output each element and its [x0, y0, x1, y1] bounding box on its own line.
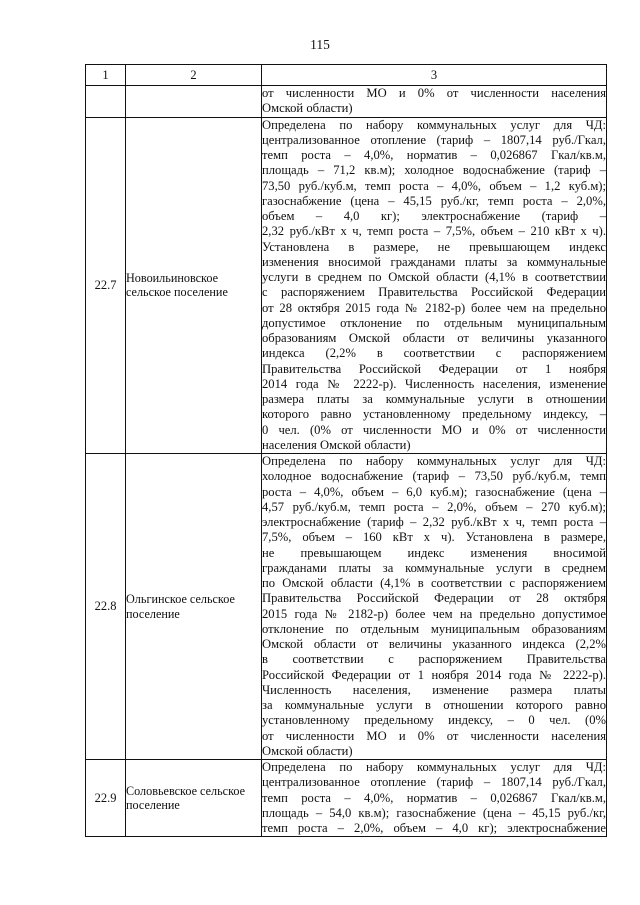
description-line: от численности МО и 0% от численности населения [262, 86, 606, 100]
description-line: централизованное отопление (тариф – 1807,14 руб./Гкал, [262, 132, 606, 147]
description-line: от 28 октября 2015 года № 2182-р) более чем на предельно [262, 300, 606, 315]
description-line: Российской Федерации от 1 ноября 2014 года № 2222-р). [262, 667, 606, 682]
description-line: холодное водоснабжение (тариф – 73,50 руб./куб.м, темп [262, 469, 606, 484]
description-line: гражданами платы за коммунальные услуги в среднем [262, 560, 606, 575]
description-line: размера платы за коммунальные услуги в отношении [262, 392, 606, 406]
description-line: Определена по набору коммунальных услуг для ЧД: [262, 760, 606, 774]
description-line: Установлена в размере, не превышающем индекс [262, 239, 606, 254]
description-line: которого равно установленному предельному индексу, – [262, 407, 606, 422]
description-line: 0 чел. (0% от численности МО и 0% от численности [262, 422, 606, 437]
description-line: площадь – 54,0 кв.м); газоснабжение (цена – 45,15 руб./кг, [262, 805, 606, 820]
row-description [262, 454, 607, 760]
municipality-name: Ольгинское сельское поселение [126, 454, 262, 760]
municipality-name: Соловьевское сельское поселение [126, 760, 262, 837]
column-header-1: 1 [86, 65, 126, 86]
description-line: централизованное отопление (тариф – 1807,14 руб./Гкал, [262, 775, 606, 790]
description-line: населения Омской области) [262, 437, 411, 452]
description-line: от численности МО и 0% от численности населения [262, 728, 606, 743]
description-line: 2015 года № 2182-р) более чем на предельно допустимое [262, 606, 606, 621]
description-line: отклонение по отдельным муниципальным образованиям [262, 621, 606, 636]
description-line: изменения вносимой гражданами платы за коммунальные [262, 254, 606, 269]
description-line: индекса (2,2% в соответствии с распоряжением [262, 346, 606, 361]
description-line: в соответствии с распоряжением Правительства [262, 652, 606, 667]
description-line: Правительства Российской Федерации от 28 октября [262, 591, 606, 606]
description-line: по Омской области (4,1% в соответствии с распоряжением [262, 576, 606, 590]
row-number: 22.8 [86, 454, 126, 760]
description-line: Правительства Российской Федерации от 1 ноября [262, 361, 606, 376]
row-number: 22.7 [86, 117, 126, 454]
row-number: 22.9 [86, 760, 126, 837]
description-line: 73,50 руб./куб.м, темп роста – 4,0%, объем – 1,2 куб.м); [262, 178, 606, 193]
table-row [86, 760, 607, 837]
description-line: образованиям Омской области от величины указанного [262, 331, 606, 345]
table-row [86, 117, 607, 454]
table-row [86, 86, 607, 118]
page-number: 115 [310, 37, 330, 52]
description-line: темп роста – 2,0%, объем – 4,0 кг); электроснабжение [262, 821, 606, 835]
description-line: Определена по набору коммунальных услуг для ЧД: [262, 117, 606, 132]
description-line: допустимое отклонение по отдельным муниципальным [262, 315, 606, 330]
description-line: объем – 4,0 кг); электроснабжение (тариф – [262, 209, 606, 223]
table-header-row [86, 65, 607, 86]
description-line: с распоряжением Правительства Российской Федерации [262, 285, 606, 300]
municipality-name: Новоильиновское сельское поселение [126, 117, 262, 454]
description-line: 2,32 руб./кВт х ч, темп роста – 7,5%, объем – 210 кВт х ч). [262, 224, 606, 239]
column-header-2: 2 [126, 65, 262, 86]
row-description [262, 760, 607, 837]
description-line: электроснабжение (тариф – 2,32 руб./кВт х ч, темп роста – [262, 515, 606, 529]
data-table [85, 64, 607, 837]
description-line: Численность населения, изменение размера платы [262, 682, 606, 697]
row-description [262, 86, 607, 118]
description-line: темп роста – 4,0%, норматив – 0,026867 Гкал/кв.м, [262, 148, 606, 162]
row-number [86, 86, 126, 118]
description-line: Омской области от величины указанного индекса (2,2% [262, 637, 606, 651]
row-description [262, 117, 607, 454]
description-line: Омской области) [262, 743, 353, 758]
column-header-3: 3 [262, 65, 607, 86]
description-line: за коммунальные услуги в отношении которого равно [262, 698, 606, 712]
description-line: 4,57 руб./куб.м, темп роста – 2,0%, объем – 270 куб.м); [262, 499, 606, 514]
description-line: Омской области) [262, 101, 353, 116]
municipality-name [126, 86, 262, 118]
description-line: 2014 года № 2222-р). Численность населения, изменение [262, 376, 606, 391]
description-line: темп роста – 4,0%, норматив – 0,026867 Гкал/кв.м, [262, 790, 606, 805]
description-line: установленному предельному индексу, – 0 чел. (0% [262, 713, 606, 728]
description-line: не превышающем индекс изменения вносимой [262, 545, 606, 560]
description-line: Определена по набору коммунальных услуг для ЧД: [262, 454, 606, 468]
description-line: площадь – 71,2 кв.м); холодное водоснабжение (тариф – [262, 163, 606, 178]
table-row [86, 454, 607, 760]
description-line: 7,5%, объем – 160 кВт х ч). Установлена в размере, [262, 530, 606, 545]
description-line: газоснабжение (цена – 45,15 руб./кг, темп роста – 2,0%, [262, 193, 606, 208]
description-line: роста – 4,0%, объем – 6,0 куб.м); газоснабжение (цена – [262, 484, 606, 499]
description-line: услуги в среднем по Омской области (4,1% в соответствии [262, 270, 606, 284]
